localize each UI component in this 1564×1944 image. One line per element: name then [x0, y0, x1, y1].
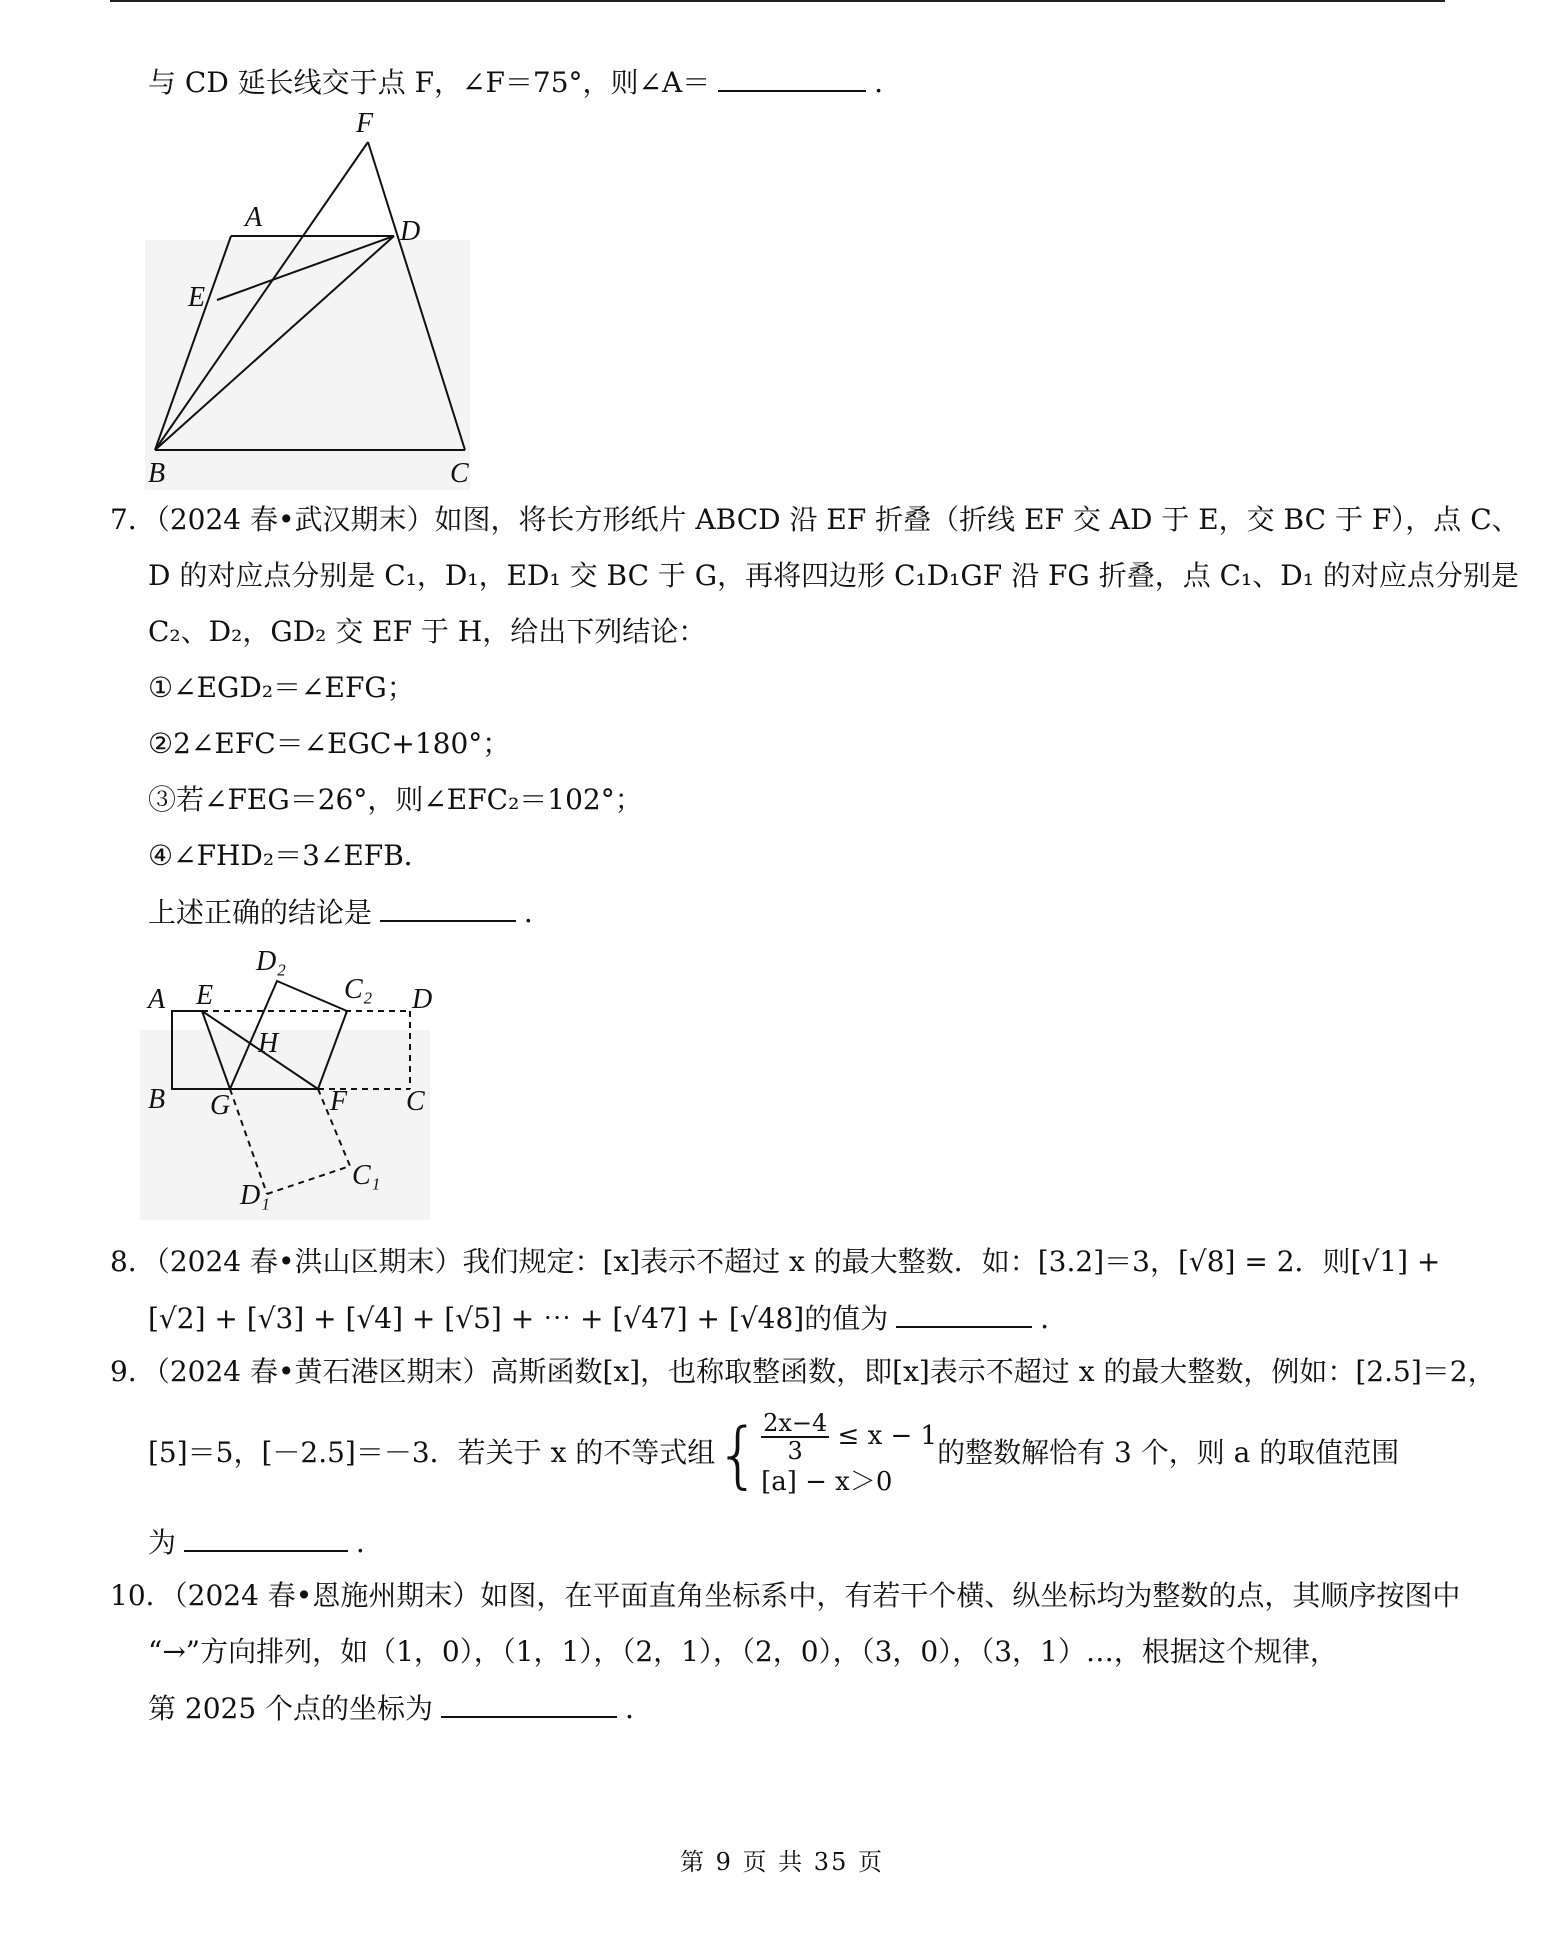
prev-problem-tail — [148, 62, 902, 103]
label-D1: D₁ — [240, 1180, 270, 1211]
q9-text1: 高斯函数[x]，也称取整函数，即[x]表示不超过 x 的最大整数，例如：[2.5]＝2， — [490, 1355, 1496, 1388]
q7-line3: C₂、D₂，GD₂ 交 EF 于 H，给出下列结论： — [148, 615, 707, 648]
inequality-2: [a] − x＞0 — [761, 1466, 893, 1497]
q10-text3: 第 2025 个点的坐标为 — [148, 1692, 434, 1725]
label-D2: D₂ — [256, 946, 286, 977]
q7-source: （2024 春•武汉期末） — [155, 503, 435, 536]
fraction-denominator: 3 — [787, 1436, 803, 1465]
q9-line3 — [148, 1522, 384, 1563]
q9-source: （2024 春•黄石港区期末） — [155, 1355, 491, 1388]
q9-text2-post: 的整数解恰有 3 个，则 a 的取值范围 — [937, 1436, 1400, 1469]
label-C2: C₂ — [344, 974, 373, 1005]
q8-number: 8． — [110, 1245, 156, 1278]
q7-conclusion-3: ③若∠FEG＝26°，则∠EFC₂＝102°； — [148, 783, 643, 816]
q9-line1 — [110, 1352, 1496, 1392]
q7-ask — [148, 892, 552, 933]
q10-end: ． — [625, 1692, 654, 1725]
trapezoid-figure — [140, 110, 480, 494]
prev-tail-end: ． — [874, 66, 903, 99]
q10-line1 — [110, 1576, 1460, 1616]
q8-text2: [√2] + [√3] + [√4] + [√5] + ⋯ + [√47] + [√48]的值为 — [148, 1302, 889, 1335]
q8-line1 — [110, 1242, 1440, 1282]
q7-number: 7． — [110, 503, 156, 536]
label-D: D — [400, 216, 421, 247]
inequality-1-rest: ≤ x − 1 — [837, 1420, 938, 1451]
label-A: A — [245, 202, 263, 233]
label-A2: A — [148, 984, 166, 1015]
page-footer: 第 9 页 共 35 页 — [680, 1848, 884, 1876]
q10-line2: “→”方向排列，如（1，0），（1，1），（2，1），（2，0），（3，0），（3，1）…，根据这个规律， — [148, 1635, 1338, 1668]
q10-text1: 如图，在平面直角坐标系中，有若干个横、纵坐标均为整数的点，其顺序按图中 — [480, 1579, 1461, 1612]
q7-ask-end: ． — [524, 896, 553, 929]
q7-conclusion-4: ④∠FHD₂＝3∠EFB． — [148, 839, 432, 872]
answer-blank[interactable] — [896, 1298, 1032, 1328]
label-G: G — [210, 1090, 231, 1121]
q7-conclusion-1: ①∠EGD₂＝∠EFG； — [148, 671, 415, 704]
answer-blank[interactable] — [441, 1688, 617, 1718]
q7-text1: 如图，将长方形纸片 ABCD 沿 EF 折叠（折线 EF 交 AD 于 E，交 BC 于 F），点 C、 — [434, 503, 1520, 536]
q9-end: ． — [356, 1526, 385, 1559]
q8-text1: 我们规定：[x]表示不超过 x 的最大整数．如：[3.2]＝3，[√8] = 2．则[√1] + — [462, 1245, 1441, 1278]
label-H: H — [258, 1028, 279, 1059]
q7-line1 — [110, 500, 1520, 540]
fraction — [761, 1410, 829, 1464]
q10-number: 10． — [110, 1579, 174, 1612]
label-D-q7: D — [412, 984, 433, 1015]
q10-source: （2024 春•恩施州期末） — [173, 1579, 481, 1612]
q9-number: 9． — [110, 1355, 156, 1388]
answer-blank[interactable] — [718, 62, 866, 92]
label-B2: B — [148, 1084, 166, 1115]
inequality-system — [761, 1410, 937, 1500]
q10-line3 — [148, 1688, 653, 1729]
q8-line2 — [148, 1298, 1068, 1339]
q9-text3: 为 — [148, 1526, 177, 1559]
answer-blank[interactable] — [184, 1522, 348, 1552]
system-brace: { — [715, 1412, 762, 1497]
top-rule — [110, 0, 1445, 2]
label-F: F — [356, 110, 374, 139]
label-E: E — [188, 282, 206, 313]
label-C-q7: C — [406, 1086, 425, 1117]
label-E2: E — [196, 980, 214, 1011]
q8-source: （2024 春•洪山区期末） — [155, 1245, 463, 1278]
label-C: C — [450, 458, 469, 489]
q9-text2-pre: [5]＝5，[－2.5]＝－3．若关于 x 的不等式组 — [148, 1436, 716, 1469]
label-F2: F — [330, 1086, 348, 1117]
label-C1: C₁ — [352, 1160, 381, 1191]
fraction-numerator: 2x−4 — [763, 1408, 828, 1437]
q9-line2 — [148, 1408, 1399, 1500]
label-B: B — [148, 458, 166, 489]
answer-blank[interactable] — [380, 892, 516, 922]
fold-figure — [140, 940, 440, 1224]
prev-tail-text: 与 CD 延长线交于点 F，∠F＝75°，则∠A＝ — [148, 66, 711, 99]
q7-ask-text: 上述正确的结论是 — [148, 896, 373, 929]
q7-line2: D 的对应点分别是 C₁，D₁，ED₁ 交 BC 于 G，再将四边形 C₁D₁GF 沿 FG 折叠，点 C₁、D₁ 的对应点分别是 — [148, 559, 1519, 592]
q8-end: ． — [1040, 1302, 1069, 1335]
q7-conclusion-2: ②2∠EFC＝∠EGC+180°； — [148, 727, 511, 760]
